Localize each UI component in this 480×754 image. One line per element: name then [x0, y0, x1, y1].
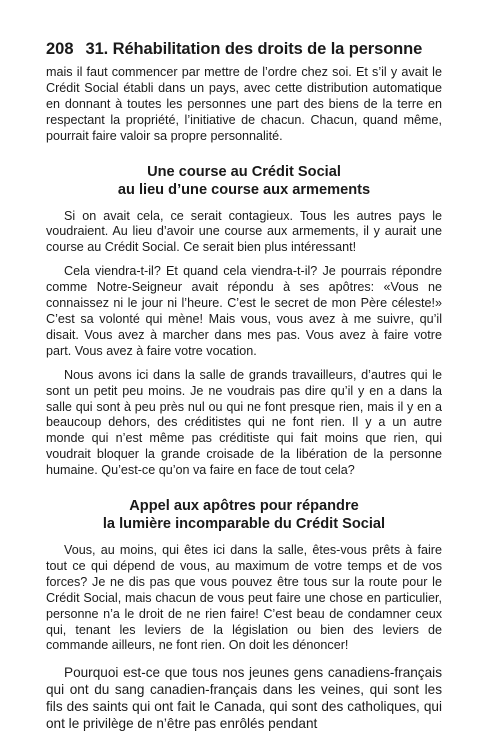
section1-paragraph: Si on avait cela, ce serait contagieux. Tous les autres pays le voudraient. Au lieu d’avoir une course aux armements, il y aurait une course au Crédit Social. Ce serait bien plus intéressant! — [46, 208, 442, 255]
section-heading-1-line1: Une course au Crédit Social — [147, 163, 341, 180]
intro-paragraph: mais il faut commencer par mettre de l’ordre chez soi. Et s’il y avait le Crédit Social établi dans un pays, avec cette distribution automatique en donnant à toutes les personnes une part des biens de la terre en respectant la propriété, l’initiative de chacun. Chacun, quand même, pourrait faire valoir sa propre personnalité. — [46, 65, 442, 143]
section-heading-1-line2: au lieu d’une course aux armements — [117, 181, 371, 198]
section2-paragraph: Pourquoi est-ce que tous nos jeunes gens canadiens-français qui ont du sang canadien-français dans les veines, qui sont les fils des saints qui ont fait le Canada, qui sont des catholiques, qui ont le privilège de n’être pas enrôlés pendant — [46, 665, 442, 732]
section-heading-2-line2: la lumière incomparable du Crédit Social — [102, 516, 386, 533]
running-header — [46, 40, 442, 59]
chapter-title: 31. Réhabilitation des droits de la personne — [85, 40, 423, 58]
section-heading-2 — [46, 497, 442, 533]
section-heading-2-line1: Appel aux apôtres pour répandre — [129, 498, 359, 515]
page-number: 208 — [46, 40, 74, 58]
section-heading-1 — [46, 163, 442, 199]
section1-paragraph: Nous avons ici dans la salle de grands travailleurs, d’autres qui le sont un petit peu moins. Je ne voudrais pas dire qu’il y en a dans la salle qui sont à peu près nul ou qui ne font presque rien, mais il y en a beaucoup dehors, des créditistes qui ne font rien. Il y a un autre monde qui n’est même pas créditiste qui fait moins que rien, qui voudrait bloquer la grande croisade de la libération de la personne humaine. Qu’est-ce qu’on va faire en face de tout cela? — [46, 367, 442, 478]
section1-paragraph: Cela viendra-t-il? Et quand cela viendra-t-il? Je pourrais répondre comme Notre-Seigneur avait répondu à ses apôtres: «Vous ne connaissez ni le jour ni l’heure. C’est le secret de mon Père céleste!» C’est sa volonté qui mène! Mais vous, vous avez à me suivre, qu’il disait. Vous avez à marcher dans mes pas. Vous avez à faire votre part. Vous avez à faire votre vocation. — [46, 264, 442, 358]
section2-paragraph: Vous, au moins, qui êtes ici dans la salle, êtes-vous prêts à faire tout ce qui dépend de vous, au maximum de votre temps et de vos forces? Je ne dis pas que vous pouvez être tous sur la route pour le Crédit Social, mais chacun de vous peut faire une chose en particulier, personne n’a le droit de ne rien faire! C’est beau de condamner ceux qui, tenant les leviers de la législation ou bien des leviers de commande ailleurs, ne font rien. On doit les dénoncer! — [46, 543, 442, 653]
